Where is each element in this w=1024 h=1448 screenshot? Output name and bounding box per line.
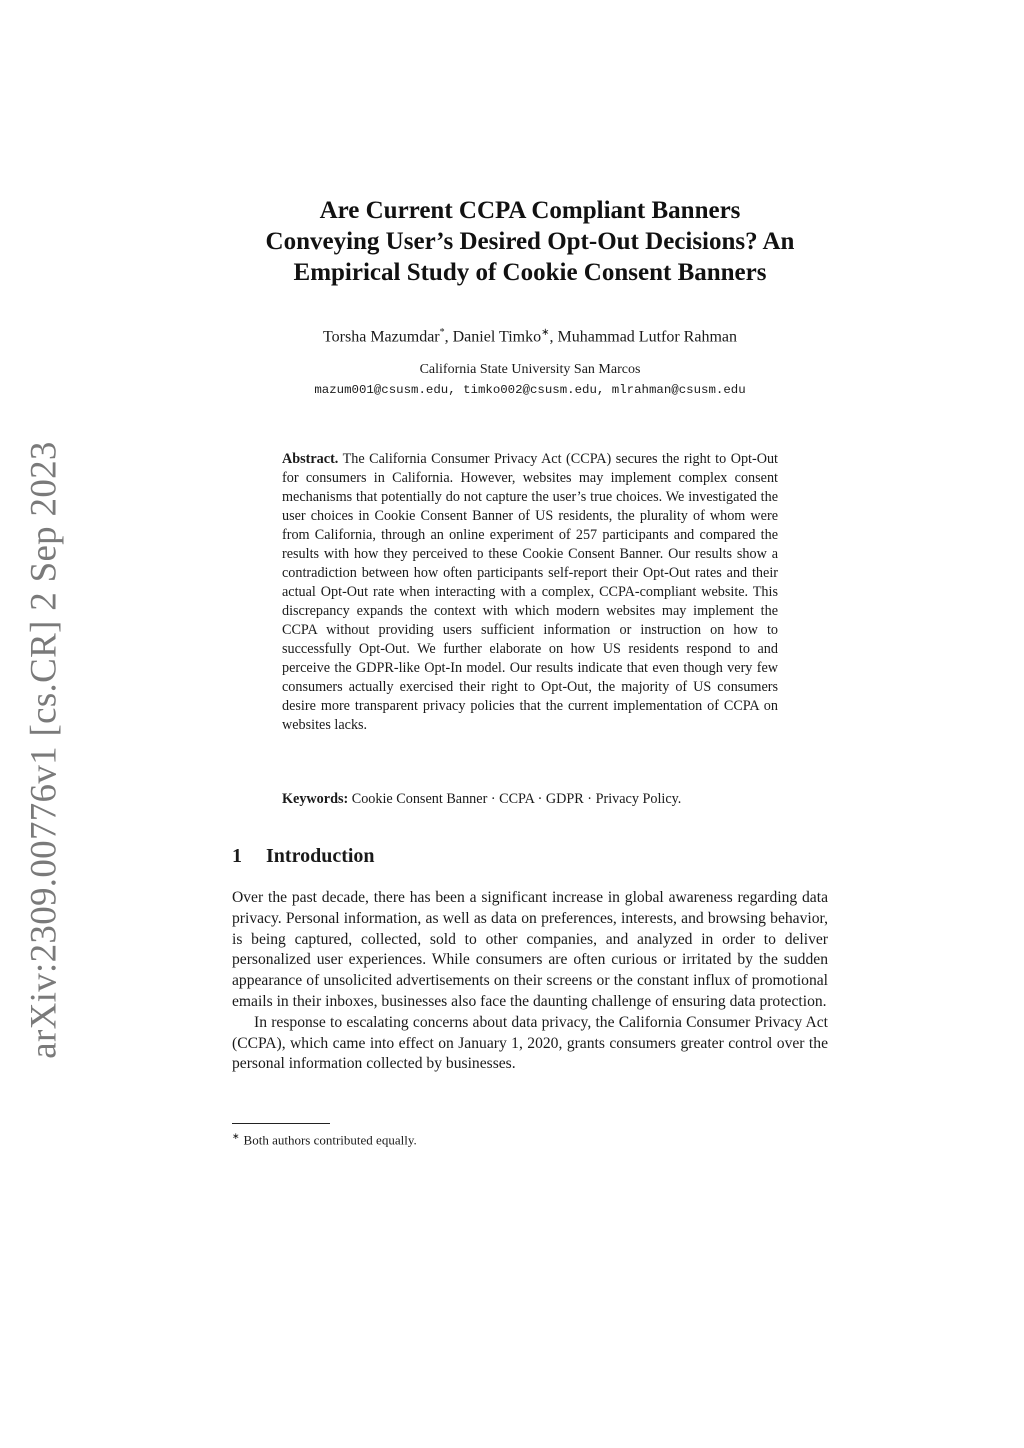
title-line: Empirical Study of Cookie Consent Banners [293,259,767,286]
author-equal-contribution-mark: * [439,327,445,338]
abstract-text: The California Consumer Privacy Act (CCPA) secures the right to Opt-Out for consumers in California. However, websites may implement complex consent mechanisms that potentially do not capture the user’s true choices. We investigated the user choices in Cookie Consent Banner of US residents, the plurality of whom were from California, through an online experiment of 257 participants and compared the results with how they perceived to these Cookie Consent Banner. Our results show a contradiction between how often participants self-report their Opt-Out rates and their actual Opt-Out rate when interacting with a complex, CCPA-compliant website. This discrepancy expands the context with which modern websites may implement the CCPA without providing users sufficient information or instruction on how to successfully Opt-Out. We further elaborate on how US residents respond to and perceive the GDPR-like Opt-In model. Our results indicate that even though very few consumers actually exercised their right to Opt-Out, the majority of US consumers desire more transparent privacy policies that the current implementation of CCPA on websites lacks. [282,451,778,733]
footnote [232,1128,828,1148]
keywords-text: Cookie Consent Banner · CCPA · GDPR · Privacy Policy. [351,791,682,807]
abstract [282,450,778,735]
title-line: Are Current CCPA Compliant Banners [319,197,741,224]
author-equal-contribution-mark: ∗ [541,327,550,338]
author-affiliation: California State University San Marcos [419,362,641,377]
footnote-rule [232,1123,330,1124]
keywords-label: Keywords: [282,791,349,807]
author-separator: , [549,328,558,346]
arxiv-identifier-text: arXiv:2309.00776v1 [cs.CR] 2 Sep 2023 [23,441,65,1059]
author-name: Torsha Mazumdar [323,328,440,346]
abstract-label: Abstract. [282,451,339,467]
section-title: Introduction [266,845,375,867]
author-name: Muhammad Lutfor Rahman [557,328,737,346]
footnote-text: Both authors contributed equally. [243,1132,417,1148]
section-number: 1 [232,845,242,867]
footnote-mark: ∗ [232,1131,240,1141]
section-heading-introduction [232,843,632,869]
keywords [282,790,802,809]
author-name: Daniel Timko [452,328,542,346]
body-paragraph: Over the past decade, there has been a significant increase in global awareness regarding data privacy. Personal information, as well as data on preferences, interests, and browsing behavior, is being captured, collected, sold to other companies, and analyzed in order to deliver personalized user experiences. While consumers are often curious or irritated by the sudden appearance of unsolicited advertisements on their screens or the constant influx of promotional emails in their inboxes, businesses also face the daunting challenge of ensuring data protection. [232,889,828,1010]
body-paragraph: In response to escalating concerns about data privacy, the California Consumer Privacy Act (CCPA), which came into effect on January 1, 2020, grants consumers greater control over the personal information collected by businesses. [232,1013,828,1073]
paper-title [200,195,860,288]
author-list [200,322,860,348]
author-emails: mazum001@csusm.edu, timko002@csusm.edu, mlrahman@csusm.edu [314,383,746,397]
title-line: Conveying User’s Desired Opt-Out Decisions? An [265,228,795,255]
author-separator: , [444,328,453,346]
introduction-body [232,888,828,1075]
